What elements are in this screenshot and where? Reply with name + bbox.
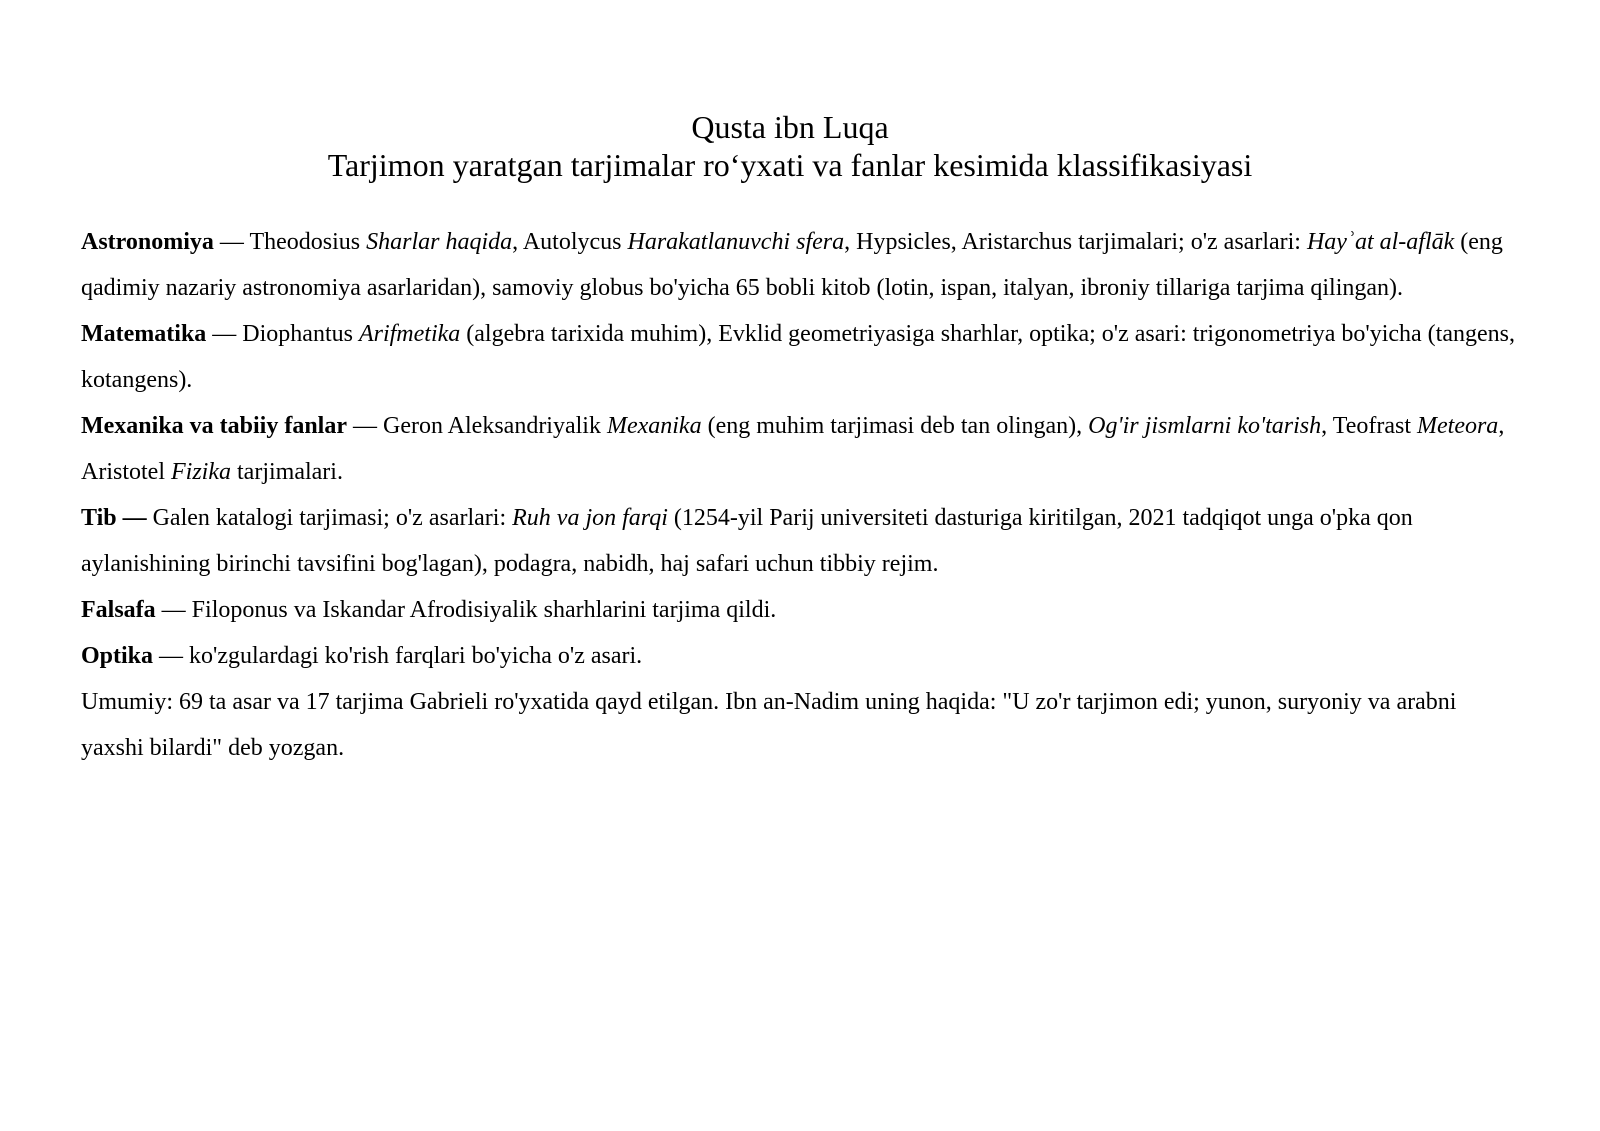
text-run: tarjimalari. (231, 459, 343, 485)
text-run: — Filoponus va Iskandar Afrodisiyalik sharhlarini tarjima qildi. (155, 597, 777, 623)
section-umumiy (81, 679, 1521, 771)
work-title: Hayʾat al-aflāk (1306, 229, 1455, 255)
document-body (81, 219, 1521, 771)
text-run: — Diophantus (206, 321, 359, 347)
section-astronomiya (81, 219, 1521, 311)
text-run: — Geron Aleksandriyalik (347, 413, 607, 439)
text-run: , Hypsicles, Aristarchus tarjimalari; o'z asarlari: (844, 229, 1307, 255)
title-author: Qusta ibn Luqa (691, 109, 889, 145)
text-run: (eng muhim tarjimasi deb tan olingan), (701, 413, 1089, 439)
text-run: — Theodosius (213, 229, 367, 255)
section-optika (81, 633, 1521, 679)
section-heading: Matematika (81, 321, 207, 347)
section-heading: Astronomiya (81, 229, 214, 255)
section-tib (81, 495, 1521, 587)
document-title (0, 108, 1580, 184)
text-run: , Aristotel (81, 413, 1505, 485)
work-title: Og'ir jismlarni ko'tarish (1088, 413, 1322, 439)
section-heading: Falsafa (81, 597, 156, 623)
title-subtitle: Tarjimon yaratgan tarjimalar roʻyxati va fanlar kesimida klassifikasiyasi (327, 147, 1253, 183)
work-title: Mexanika (606, 413, 702, 439)
section-heading: Mexanika va tabiiy fanlar (81, 413, 348, 439)
text-run: — ko'zgulardagi ko'rish farqlari bo'yicha o'z asari. (153, 643, 643, 669)
section-heading: Tib — (81, 505, 147, 531)
text-run: , Autolycus (512, 229, 628, 255)
text-run: (algebra tarixida muhim), Evklid geometriyasiga sharhlar, optika; o'z asari: trigonometriya bo'yicha (tangens, kotangens). (81, 321, 1515, 393)
text-run: (eng qadimiy nazariy astronomiya asarlaridan), samoviy globus bo'yicha 65 bobli kitob (lotin, ispan, italyan, ibroniy tillariga tarjima qilingan). (81, 229, 1503, 301)
text-run: , Teofrast (1321, 413, 1417, 439)
section-matematika (81, 311, 1521, 403)
section-heading: Optika (81, 643, 154, 669)
work-title: Fizika (171, 459, 231, 485)
section-mexanika (81, 403, 1521, 495)
work-title: Arifmetika (358, 321, 461, 347)
work-title: Harakatlanuvchi sfera (627, 229, 845, 255)
text-run: (1254-yil Parij universiteti dasturiga kiritilgan, 2021 tadqiqot unga o'pka qon aylanishining birinchi tavsifini bog'lagan), podagra, nabidh, haj safari uchun tibbiy rejim. (81, 505, 1413, 577)
section-falsafa (81, 587, 1521, 633)
text-run: Umumiy: 69 ta asar va 17 tarjima Gabrieli ro'yxatida qayd etilgan. Ibn an-Nadim uning haqida: "U zo'r tarjimon edi; yunon, suryoniy va arabni yaxshi bilardi" deb yozgan. (81, 689, 1457, 761)
text-run: Galen katalogi tarjimasi; o'z asarlari: (146, 505, 513, 531)
work-title: Sharlar haqida (366, 229, 513, 255)
work-title: Meteora (1417, 413, 1499, 439)
work-title: Ruh va jon farqi (512, 505, 668, 531)
